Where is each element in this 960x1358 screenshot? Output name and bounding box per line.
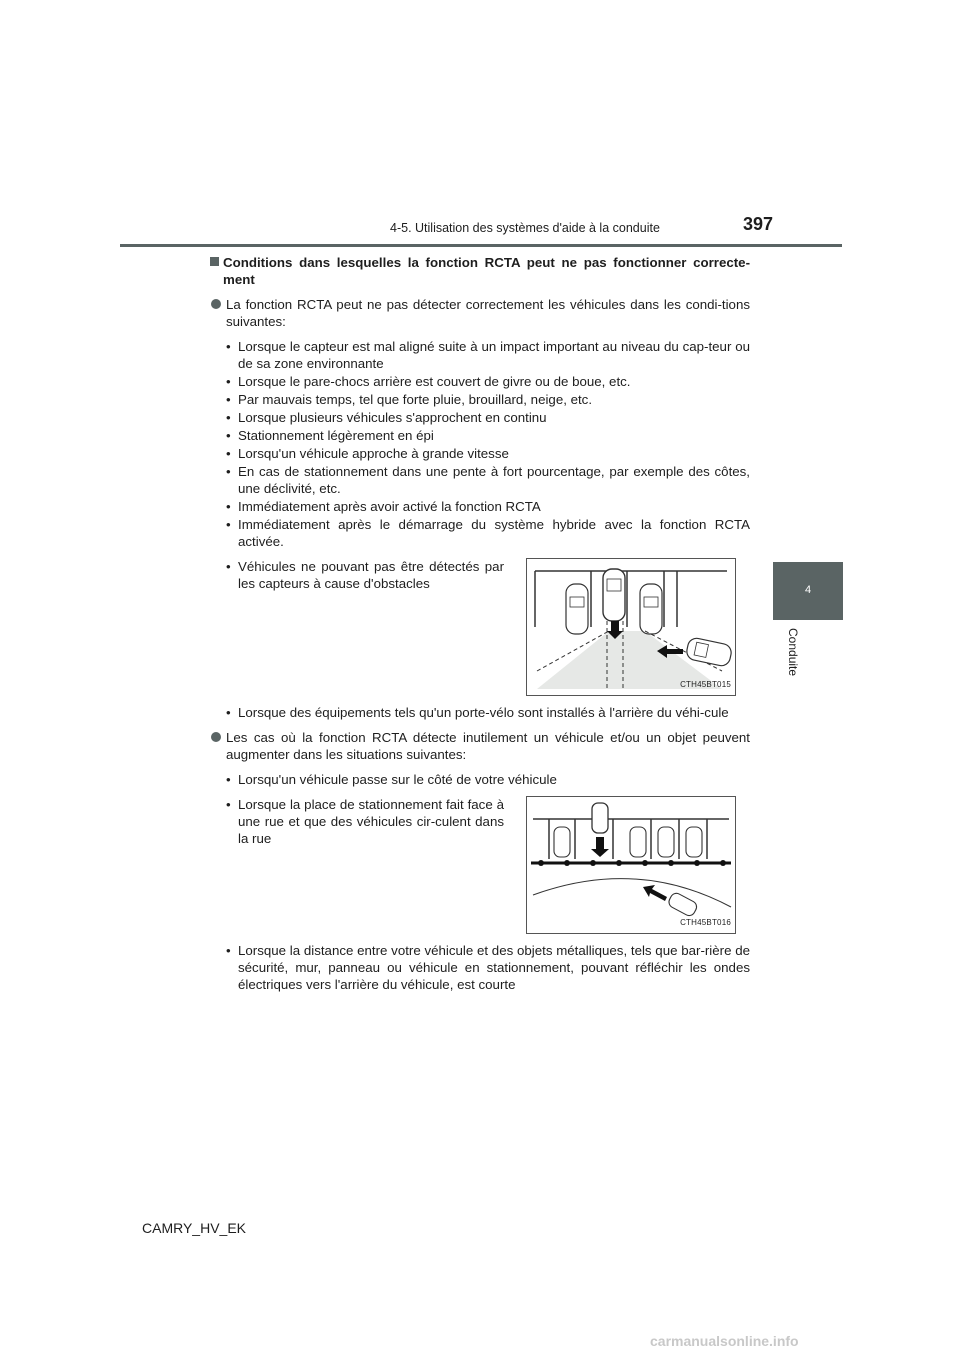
illustration-obstacle-parking	[526, 558, 736, 696]
page-number: 397	[743, 214, 774, 234]
list-item: • Lorsque le pare-chocs arrière est couvert de givre ou de boue, etc.	[226, 374, 631, 389]
reverse-arrow-icon	[591, 837, 609, 857]
chapter-tab-number: 4	[804, 584, 812, 596]
parked-car	[686, 827, 702, 857]
bullet-icon: •	[226, 797, 231, 812]
parked-car	[658, 827, 674, 857]
list-item: • Par mauvais temps, tel que forte pluie, brouillard, neige, etc.	[226, 392, 593, 407]
parking-obstacle-drawing	[527, 559, 735, 695]
bullet-icon: •	[226, 499, 231, 514]
parked-car-left	[566, 584, 588, 634]
street-curve	[533, 879, 731, 907]
list-item: • Lorsque plusieurs véhicules s'approchent en continu	[226, 410, 547, 425]
bullet-list-2	[226, 771, 750, 788]
header-rule	[120, 244, 842, 247]
bullet-icon: •	[226, 705, 231, 720]
footer-model-code: CAMRY_HV_EK	[142, 1220, 247, 1236]
street-parking-drawing	[527, 797, 735, 933]
figure-code: CTH45BT015	[680, 680, 731, 689]
figure-code: CTH45BT016	[680, 918, 731, 927]
list-item: • Lorsqu'un véhicule passe sur le côté de votre véhicule	[226, 772, 557, 787]
bullet-list-1b	[226, 704, 750, 721]
bullet-icon: •	[226, 410, 231, 425]
list-item: • Lorsque des équipements tels qu'un porte-vélo sont installés à l'arrière du véhi-cule	[226, 705, 729, 720]
bullet-list-1	[226, 338, 750, 550]
own-car	[603, 569, 625, 621]
sidewalk-post	[642, 860, 648, 866]
figure-row-obstacles	[226, 558, 750, 696]
square-marker-icon	[210, 257, 219, 266]
own-car	[592, 803, 608, 833]
bullet-icon: •	[226, 464, 231, 479]
section-heading-text: Conditions dans lesquelles la fonction RCTA peut ne pas fonctionner correcte-ment	[223, 255, 750, 287]
header-section-title: 4-5. Utilisation des systèmes d'aide à la conduite	[390, 221, 660, 235]
figure-row-street	[226, 796, 750, 934]
chapter-tab-label: Conduite	[786, 628, 800, 677]
sidewalk-post	[694, 860, 700, 866]
bullet-icon: •	[226, 428, 231, 443]
chapter-tab	[773, 562, 843, 620]
figure-bullet-text: • Véhicules ne pouvant pas être détectés par les capteurs à cause d'obstacles	[226, 559, 504, 591]
parked-car	[630, 827, 646, 857]
sidewalk-post	[538, 860, 544, 866]
bullet-icon: •	[226, 392, 231, 407]
sidewalk-post	[616, 860, 622, 866]
parked-car-right	[640, 584, 662, 634]
bullet-icon: •	[226, 943, 231, 958]
circle-item-2	[210, 729, 750, 763]
figure-bullet-text: • Lorsque la place de stationnement fait face à une rue et que des véhicules cir-culent dans la rue	[226, 797, 504, 846]
bullet-icon: •	[226, 339, 231, 354]
approaching-car	[685, 637, 733, 668]
list-item: • En cas de stationnement dans une pente à fort pourcentage, par exemple des côtes, une déclivité, etc.	[226, 464, 750, 496]
page-content	[210, 254, 750, 1001]
list-item: • Lorsque le capteur est mal aligné suite à un impact important au niveau du cap-teur ou de sa zone environnante	[226, 339, 750, 371]
circle-bullet-icon	[211, 299, 221, 309]
circle-item-1-text: La fonction RCTA peut ne pas détecter correctement les véhicules dans les condi-tions suivantes:	[226, 297, 750, 329]
list-item: • Lorsqu'un véhicule approche à grande vitesse	[226, 446, 509, 461]
sidewalk-post	[590, 860, 596, 866]
approach-arrow-icon	[643, 885, 667, 901]
sidewalk-post	[668, 860, 674, 866]
section-heading	[210, 254, 750, 288]
circle-bullet-icon	[211, 732, 221, 742]
list-item: • Immédiatement après le démarrage du système hybride avec la fonction RCTA activée.	[226, 517, 750, 549]
sidewalk-post	[564, 860, 570, 866]
illustration-street-parking	[526, 796, 736, 934]
bullet-list-2b	[226, 942, 750, 993]
circle-item-1	[210, 296, 750, 330]
bullet-icon: •	[226, 517, 231, 532]
bullet-icon: •	[226, 374, 231, 389]
list-item: • Lorsque la distance entre votre véhicule et des objets métalliques, tels que bar-rière de sécurité, mur, panneau ou véhicule en stationnement, pouvant réfléchir les ondes électriques vers l'arrière du véhicule, est courte	[226, 943, 750, 992]
sidewalk-post	[720, 860, 726, 866]
bullet-icon: •	[226, 446, 231, 461]
list-item: • Immédiatement après avoir activé la fonction RCTA	[226, 499, 541, 514]
parked-car	[554, 827, 570, 857]
bullet-icon: •	[226, 559, 231, 574]
bullet-icon: •	[226, 772, 231, 787]
circle-item-2-text: Les cas où la fonction RCTA détecte inutilement un véhicule et/ou un objet peuvent augmenter dans les situations suivantes:	[226, 730, 750, 762]
footer-watermark: carmanualsonline.info	[650, 1333, 799, 1349]
list-item: • Stationnement légèrement en épi	[226, 428, 434, 443]
